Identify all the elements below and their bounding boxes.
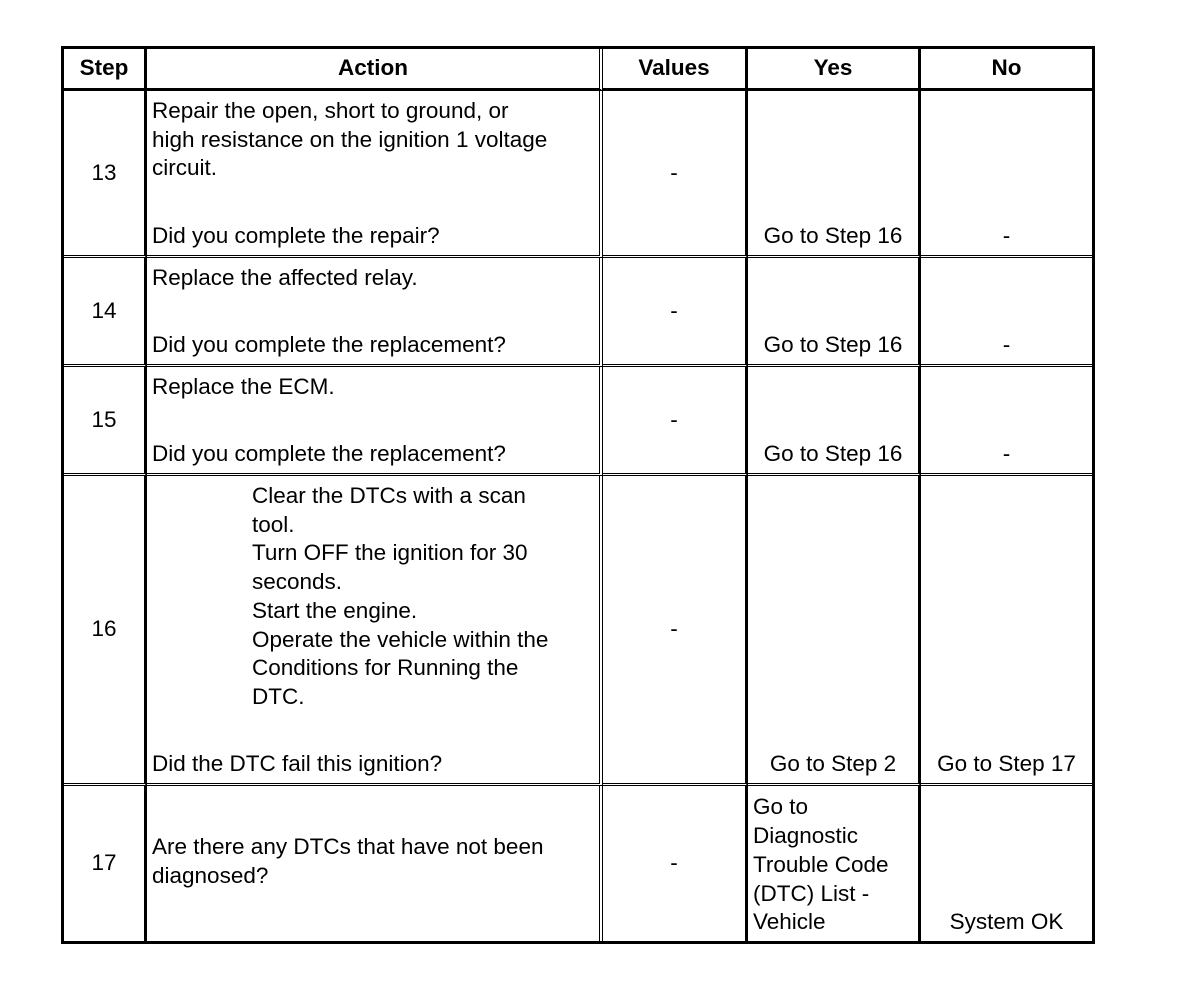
- bullet-line: seconds.: [252, 569, 343, 595]
- no-cell: Go to Step 17: [921, 476, 1092, 786]
- action-bullet: [252, 626, 597, 712]
- yes-cell: Go to Step 16: [748, 91, 921, 258]
- yes-cell: [748, 786, 921, 941]
- action-line: high resistance on the ignition 1 voltage: [152, 126, 548, 152]
- values-cell: -: [603, 367, 748, 476]
- action-line: circuit.: [152, 155, 218, 181]
- header-yes: Yes: [748, 49, 921, 91]
- header-row: [64, 49, 1092, 91]
- header-no: No: [921, 49, 1092, 91]
- yes-line: Vehicle: [753, 909, 826, 935]
- yes-line: Trouble Code: [753, 851, 889, 877]
- action-bullet-list: [152, 482, 597, 712]
- action-line: Replace the ECM.: [152, 374, 335, 399]
- bullet-line: Operate the vehicle within the: [252, 626, 549, 652]
- action-cell: [147, 91, 603, 258]
- yes-line: Diagnostic: [753, 823, 859, 849]
- action-bullet: [252, 482, 597, 539]
- table-row: [64, 786, 1092, 941]
- values-cell: -: [603, 476, 748, 786]
- step-number: 13: [64, 91, 147, 258]
- values-cell: -: [603, 786, 748, 941]
- table-row: [64, 476, 1092, 786]
- table-row: [64, 91, 1092, 258]
- bullet-line: Start the engine.: [252, 597, 418, 623]
- action-line: diagnosed?: [152, 862, 269, 888]
- yes-cell: Go to Step 16: [748, 367, 921, 476]
- action-cell: [147, 258, 603, 367]
- no-cell: System OK: [949, 909, 1064, 935]
- action-question: Did you complete the repair?: [152, 223, 440, 249]
- action-bullet: [252, 597, 597, 626]
- no-cell: -: [921, 258, 1092, 367]
- step-number: 16: [64, 476, 147, 786]
- header-action: Action: [147, 49, 603, 91]
- bullet-line: Conditions for Running the: [252, 655, 519, 681]
- step-number: 17: [64, 786, 147, 941]
- yes-cell: Go to Step 2: [748, 476, 921, 786]
- values-cell: -: [603, 258, 748, 367]
- action-text: [152, 97, 597, 183]
- action-line: Repair the open, short to ground, or: [152, 98, 509, 123]
- bullet-line: tool.: [252, 511, 295, 537]
- bullet-line: Turn OFF the ignition for 30: [252, 540, 528, 566]
- table-row: [64, 367, 1092, 476]
- header-step: Step: [64, 49, 147, 91]
- step-number: 14: [64, 258, 147, 367]
- no-cell: -: [921, 367, 1092, 476]
- action-cell: [147, 786, 603, 941]
- diagnostic-table: [61, 46, 1095, 944]
- action-line: Replace the affected relay.: [152, 265, 418, 290]
- no-cell: -: [921, 91, 1092, 258]
- table-row: [64, 258, 1092, 367]
- action-question: Did the DTC fail this ignition?: [152, 751, 443, 777]
- yes-line: (DTC) List -: [753, 880, 870, 906]
- yes-line: Go to: [753, 794, 809, 820]
- header-values: Values: [603, 49, 748, 91]
- action-line: Are there any DTCs that have not been: [152, 833, 544, 859]
- action-question: Did you complete the replacement?: [152, 441, 506, 467]
- yes-cell: Go to Step 16: [748, 258, 921, 367]
- action-question: Did you complete the replacement?: [152, 332, 506, 358]
- action-bullet: [252, 539, 597, 596]
- values-cell: -: [603, 91, 748, 258]
- action-cell: [147, 367, 603, 476]
- step-number: 15: [64, 367, 147, 476]
- action-cell: [147, 476, 603, 786]
- bullet-line: Clear the DTCs with a scan: [252, 483, 526, 508]
- bullet-line: DTC.: [252, 683, 305, 709]
